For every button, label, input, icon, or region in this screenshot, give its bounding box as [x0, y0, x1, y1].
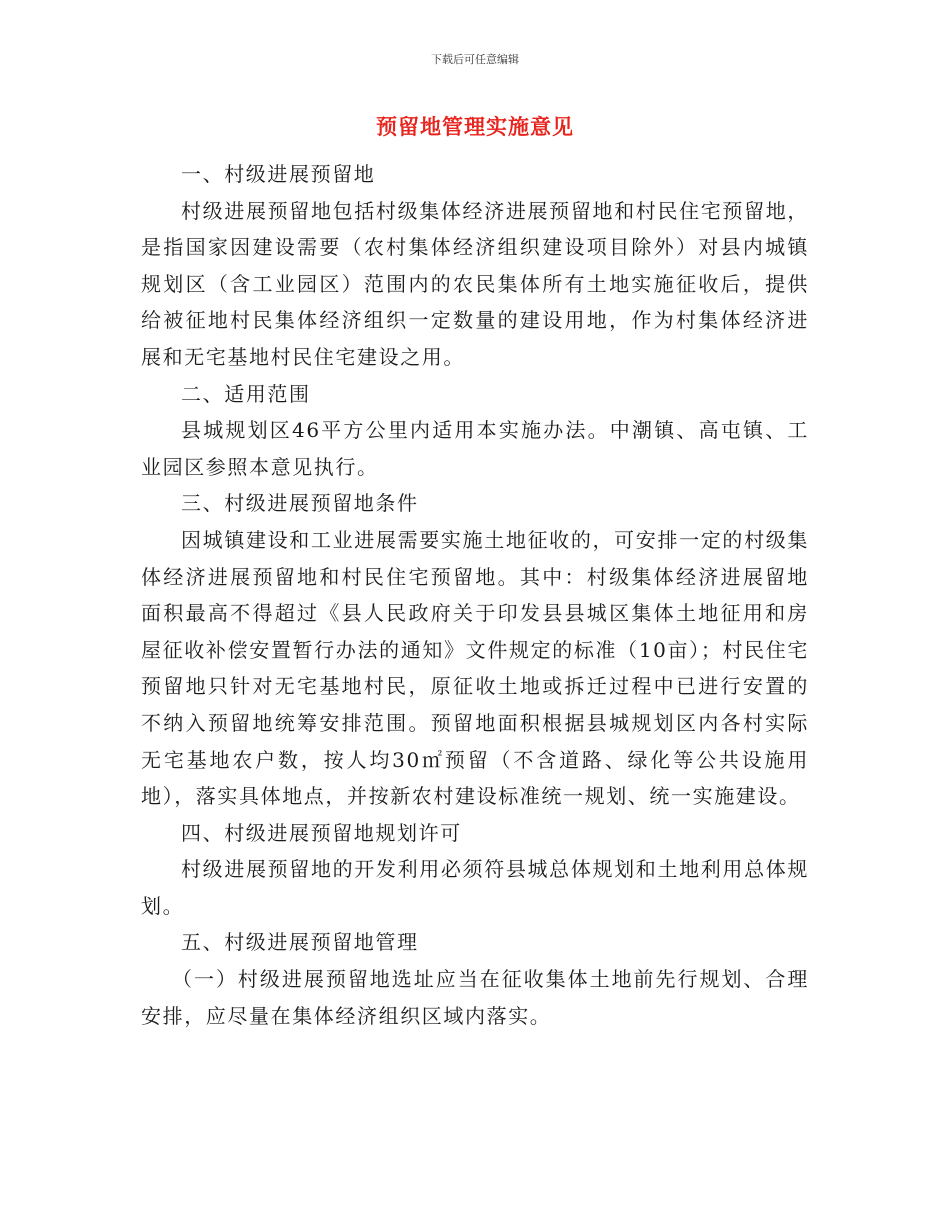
section-heading-5: 五、村级进展预留地管理: [181, 930, 419, 955]
document-body: [141, 156, 809, 1034]
body-paragraph: 村级进展预留地包括村级集体经济进展预留地和村民住宅预留地，是指国家因建设需要（农村集体经济组织建设项目除外）对县内城镇规划区（含工业园区）范围内的农民集体所有土地实施征收后，提供给被征地村民集体经济组织一定数量的建设用地，作为村集体经济进展和无宅基地村民住宅建设之用。: [141, 198, 809, 369]
document-title: 预留地管理实施意见: [376, 114, 574, 139]
section-heading-3: 三、村级进展预留地条件: [181, 491, 419, 516]
section-heading-1: 一、村级进展预留地: [181, 162, 376, 186]
page-header: 下载后可任意编辑: [431, 53, 519, 66]
body-paragraph: 因城镇建设和工业进展需要实施土地征收的，可安排一定的村级集体经济进展预留地和村民住宅预留地。其中：村级集体经济进展留地面积最高不得超过《县人民政府关于印发县县城区集体土地征用和房屋征收补偿安置暂行办法的通知》文件规定的标准（10亩）；村民住宅预留地只针对无宅基地村民，原征收土地或拆迁过程中已进行安置的不纳入预留地统筹安排范围。预留地面积根据县城规划区内各村实际无宅基地农户数，按人均30㎡预留（不含道路、绿化等公共设施用地），落实具体地点，并按新农村建设标准统一规划、统一实施建设。: [141, 527, 809, 809]
section-heading-4: 四、村级进展预留地规划许可: [181, 820, 462, 845]
body-paragraph: 县城规划区46平方公里内适用本实施办法。中潮镇、高屯镇、工业园区参照本意见执行。: [141, 418, 809, 479]
body-paragraph: 村级进展预留地的开发利用必须符县城总体规划和土地利用总体规划。: [141, 857, 809, 918]
section-heading-2: 二、适用范围: [181, 381, 311, 406]
sub-item-paragraph: （一）村级进展预留地选址应当在征收集体土地前先行规划、合理安排，应尽量在集体经济组织区域内落实。: [141, 967, 809, 1028]
